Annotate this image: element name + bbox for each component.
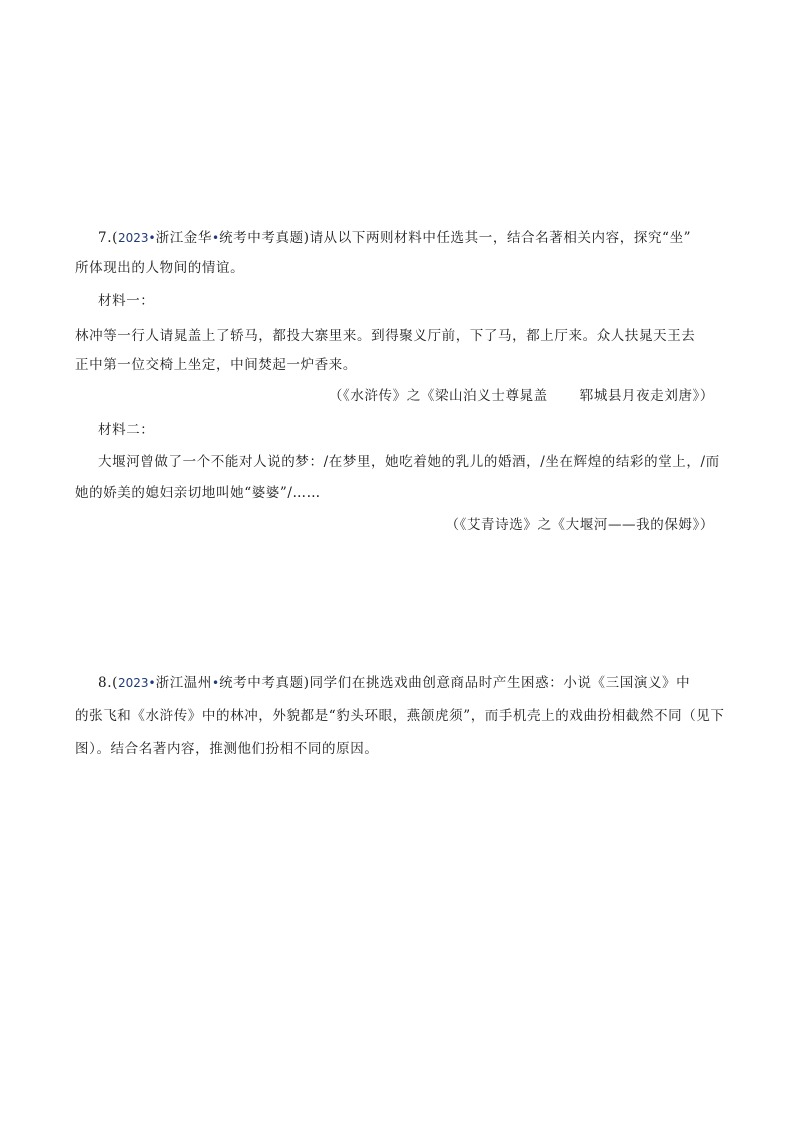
q7-source-dot-2: • bbox=[212, 231, 220, 245]
q7-material2-line-2: 她的娇美的媳妇亲切地叫她“婆婆”/…… bbox=[75, 485, 321, 501]
q8-source-dot-2: • bbox=[212, 676, 220, 690]
q8-source-exam-type: 统考中考真题 bbox=[219, 675, 304, 691]
q8-source-dot-1: • bbox=[148, 676, 156, 690]
q7-close-paren: ) bbox=[303, 230, 310, 246]
q7-material1-source-a: （《水浒传》之《梁山泊义士尊晁盖 bbox=[328, 388, 548, 404]
q8-stem-line-2: 的张飞和《水浒传》中的林冲，外貌都是“豹头环眼，燕颌虎须”，而手机壳上的戏曲扮相截然不同（见下 bbox=[75, 708, 725, 724]
q7-stem-text-1: 请从以下两则材料中任选其一，结合名著相关内容，探究“坐” bbox=[309, 230, 692, 246]
q7-open-paren: ( bbox=[112, 230, 118, 246]
q7-material1-label: 材料一： bbox=[98, 293, 155, 309]
q8-stem-line-3: 图）。结合名著内容，推测他们扮相不同的原因。 bbox=[75, 741, 379, 757]
q8-open-paren: ( bbox=[112, 675, 118, 691]
q8-source-region: 浙江温州 bbox=[155, 675, 212, 691]
q7-material2-line-1: 大堰河曾做了一个不能对人说的梦：/在梦里，她吃着她的乳儿的婚酒，/坐在辉煌的结彩的堂上，/而 bbox=[98, 454, 720, 470]
q8-source-year: 2023 bbox=[117, 676, 149, 690]
q7-material1-line-2: 正中第一位交椅上坐定，中间焚起一炉香来。 bbox=[75, 357, 357, 373]
q7-material1-line-1: 林冲等一行人请晁盖上了轿马，都投大寨里来。到得聚义厅前，下了马，都上厅来。众人扶晁天王去 bbox=[75, 328, 696, 344]
q8-stem-line-1 bbox=[98, 673, 690, 693]
q8-close-paren: ) bbox=[303, 675, 310, 691]
q7-material2-source: （《艾青诗选》之《大堰河——我的保姆》） bbox=[445, 517, 714, 533]
q7-number: 7. bbox=[98, 230, 113, 246]
q7-material2-label: 材料二： bbox=[98, 422, 155, 438]
q7-source-exam-type: 统考中考真题 bbox=[219, 230, 304, 246]
q8-number: 8. bbox=[98, 675, 113, 691]
q7-material1-source bbox=[329, 386, 714, 406]
q7-material1-source-b: 郓城县月夜走刘唐》） bbox=[579, 388, 714, 404]
q7-stem-line-2: 所体现出的人物间的情谊。 bbox=[75, 260, 245, 276]
q8-stem-text-1: 同学们在挑选戏曲创意商品时产生困惑：小说《三国演义》中 bbox=[309, 675, 691, 691]
q7-stem-line-1 bbox=[98, 228, 691, 248]
q7-source-dot-1: • bbox=[148, 231, 156, 245]
q7-source-year: 2023 bbox=[117, 231, 149, 245]
q7-source-region: 浙江金华 bbox=[155, 230, 212, 246]
